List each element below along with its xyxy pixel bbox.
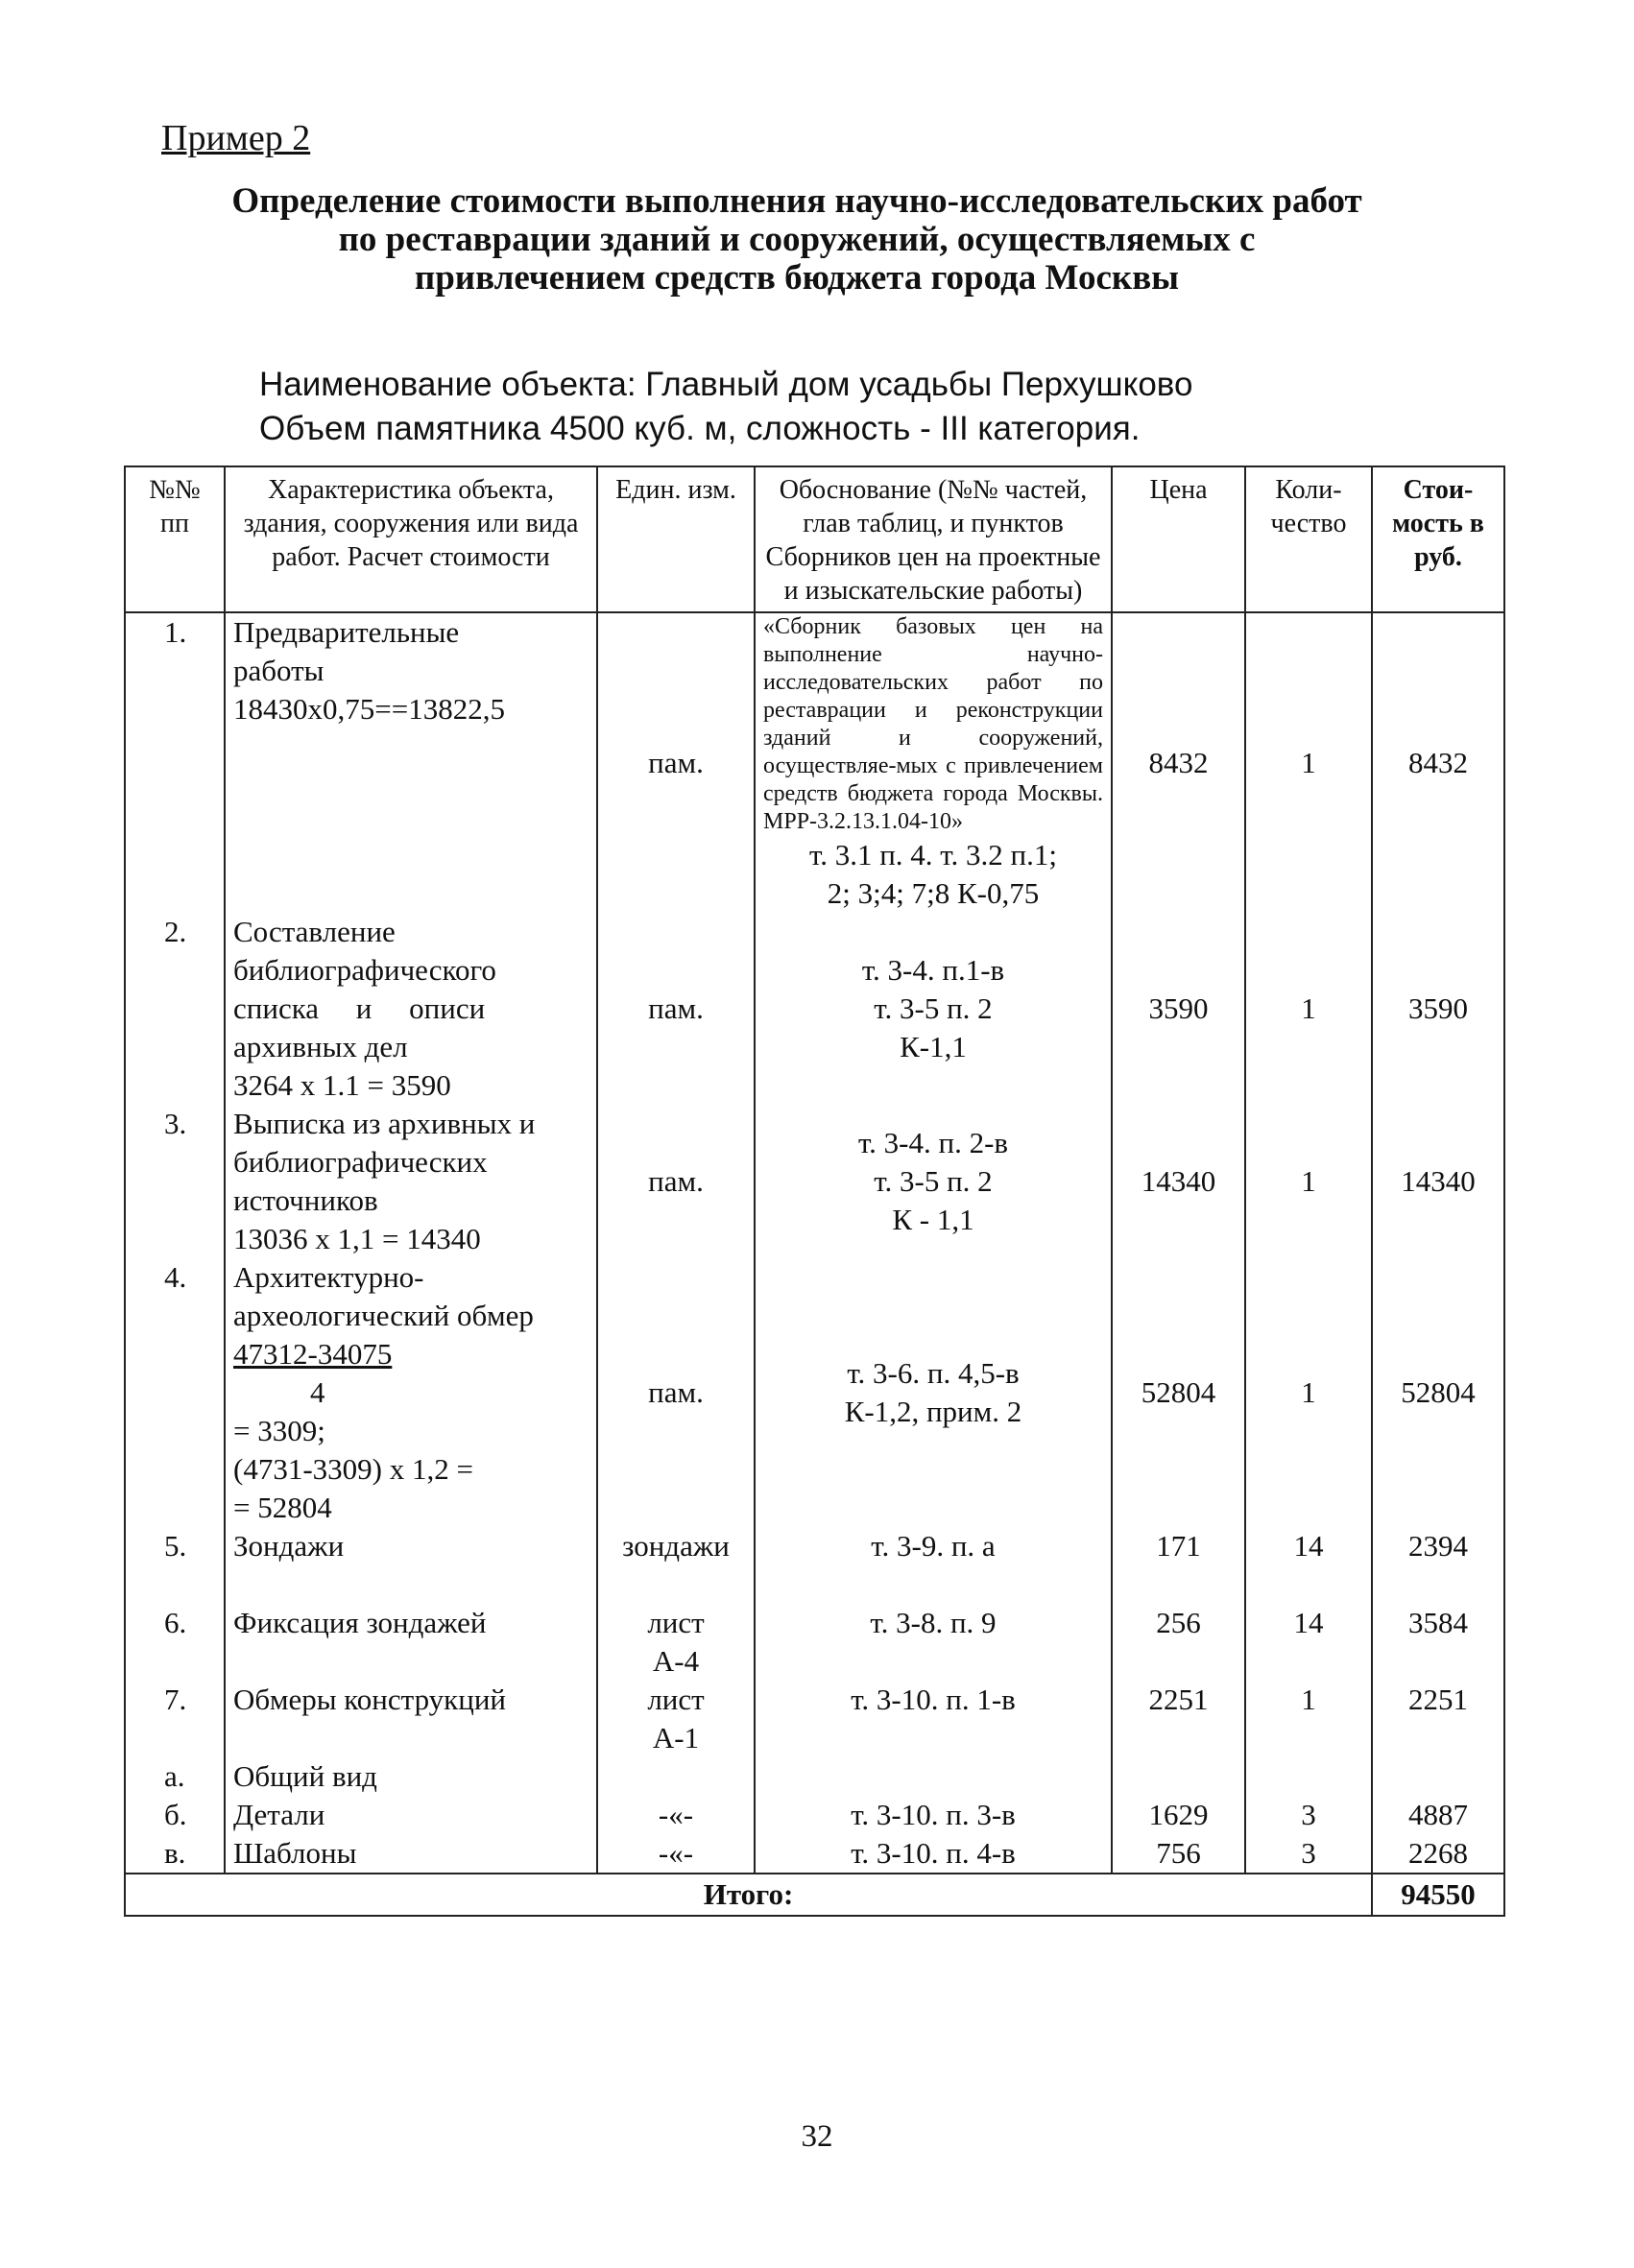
document-title <box>134 182 1459 298</box>
row-unit <box>597 1834 755 1874</box>
desc-line: архивных дел <box>233 1030 408 1063</box>
row-price: 52804 <box>1112 1258 1245 1527</box>
desc-line: Выписка из архивных и <box>233 1107 536 1140</box>
unit-line: -«- <box>658 1798 694 1831</box>
header-cost: Стои-мость в руб. <box>1372 466 1504 612</box>
row-num: 7. <box>125 1681 225 1757</box>
title-line: привлечением средств бюджета города Москвы <box>414 258 1180 298</box>
row-cost: 3590 <box>1372 913 1504 1105</box>
row-description <box>225 1834 597 1874</box>
desc-line: списка и описи <box>233 991 486 1025</box>
row-quantity: 14 <box>1245 1527 1372 1604</box>
total-value: 94550 <box>1372 1874 1504 1916</box>
object-name-line: Наименование объекта: Главный дом усадьбы Перхушково <box>259 366 1193 403</box>
row-description <box>225 1258 597 1527</box>
desc-line: Архитектурно- <box>233 1260 424 1294</box>
row-quantity: 3 <box>1245 1834 1372 1874</box>
basis-line: К - 1,1 <box>892 1203 974 1236</box>
table-row <box>125 1796 1504 1834</box>
header-unit: Един. изм. <box>597 466 755 612</box>
row-description <box>225 1105 597 1258</box>
example-label: Пример 2 <box>161 118 311 158</box>
row-basis <box>755 913 1112 1105</box>
unit-line: А-4 <box>652 1644 700 1678</box>
row-num: 5. <box>125 1527 225 1604</box>
table-row <box>125 1757 1504 1796</box>
table-row <box>125 1604 1504 1681</box>
page-number: 32 <box>801 2119 833 2154</box>
object-volume-line: Объем памятника 4500 куб. м, сложность - III категория. <box>259 410 1141 447</box>
table-row <box>125 1258 1504 1527</box>
table-row <box>125 1527 1504 1604</box>
basis-line: 2; 3;4; 7;8 К-0,75 <box>827 876 1040 910</box>
basis-line: т. 3-4. п.1-в <box>861 953 1005 987</box>
basis-line: т. 3-8. п. 9 <box>870 1606 997 1639</box>
row-quantity: 1 <box>1245 612 1372 913</box>
row-unit: пам. <box>597 612 755 913</box>
row-quantity: 1 <box>1245 1105 1372 1258</box>
table-row <box>125 1105 1504 1258</box>
row-description <box>225 612 597 913</box>
row-cost: 52804 <box>1372 1258 1504 1527</box>
basis-line: т. 3-10. п. 4-в <box>851 1836 1016 1870</box>
desc-line: Зондажи <box>233 1529 345 1563</box>
desc-line: = 3309; <box>233 1414 325 1447</box>
basis-line: т. 3-5 п. 2 <box>874 1164 993 1198</box>
row-unit: пам. <box>597 1105 755 1258</box>
table-header-row <box>125 466 1504 612</box>
row-basis <box>755 1796 1112 1834</box>
table-row <box>125 612 1504 913</box>
unit-line: зондажи <box>622 1529 730 1563</box>
unit-line: лист <box>647 1683 705 1716</box>
row-description <box>225 1604 597 1681</box>
row-basis <box>755 1681 1112 1757</box>
total-row <box>125 1874 1504 1916</box>
row-unit <box>597 1527 755 1604</box>
header-characteristic: Характеристика объекта, здания, сооружения или вида работ. Расчет стоимости <box>225 466 597 612</box>
basis-line: т. 3-10. п. 1-в <box>851 1683 1016 1716</box>
row-unit <box>597 1796 755 1834</box>
row-num: в. <box>125 1834 225 1874</box>
table-row <box>125 1681 1504 1757</box>
row-price: 1629 <box>1112 1796 1245 1834</box>
basis-reference: «Сборник базовых цен на выполнение научно-исследовательских работ по реставрации и реконструкции зданий и сооружений, осуществляе-мых с привлечением средств бюджета города Москвы. МРР-3.2.13.1.04-10» <box>763 614 1103 834</box>
row-basis <box>755 612 1112 913</box>
row-price: 8432 <box>1112 612 1245 913</box>
row-num: 6. <box>125 1604 225 1681</box>
cost-table <box>124 466 1505 1917</box>
row-basis <box>755 1757 1112 1796</box>
row-basis <box>755 1105 1112 1258</box>
row-basis <box>755 1604 1112 1681</box>
unit-line: -«- <box>658 1836 694 1870</box>
row-num: 1. <box>125 612 225 913</box>
row-price: 171 <box>1112 1527 1245 1604</box>
row-description <box>225 1796 597 1834</box>
title-line: по реставрации зданий и сооружений, осуществляемых с <box>338 220 1256 259</box>
row-cost: 2394 <box>1372 1527 1504 1604</box>
desc-line: Предварительные <box>233 615 460 649</box>
desc-line: 18430х0,75==13822,5 <box>233 692 505 726</box>
desc-line: 3264 х 1.1 = 3590 <box>233 1068 451 1102</box>
row-unit: пам. <box>597 913 755 1105</box>
desc-line: работы <box>233 654 324 687</box>
basis-line: т. 3-10. п. 3-в <box>851 1798 1016 1831</box>
table-row <box>125 1834 1504 1874</box>
basis-line: К-1,1 <box>900 1030 967 1063</box>
unit-line: лист <box>647 1606 705 1639</box>
row-basis <box>755 1258 1112 1527</box>
header-num: №№ пп <box>125 466 225 612</box>
row-num: 4. <box>125 1258 225 1527</box>
row-cost: 14340 <box>1372 1105 1504 1258</box>
row-description <box>225 1757 597 1796</box>
row-description <box>225 1681 597 1757</box>
row-unit: пам. <box>597 1258 755 1527</box>
row-cost <box>1372 1757 1504 1796</box>
row-cost: 8432 <box>1372 612 1504 913</box>
desc-line: Обмеры конструкций <box>233 1683 506 1716</box>
desc-line: Детали <box>233 1798 325 1831</box>
row-basis <box>755 1527 1112 1604</box>
basis-line: К-1,2, прим. 2 <box>844 1395 1022 1428</box>
row-num: б. <box>125 1796 225 1834</box>
basis-line: т. 3.1 п. 4. т. 3.2 п.1; <box>809 838 1057 871</box>
table-row <box>125 913 1504 1105</box>
row-quantity <box>1245 1757 1372 1796</box>
total-label: Итого: <box>125 1874 1372 1916</box>
row-unit <box>597 1681 755 1757</box>
row-price <box>1112 1757 1245 1796</box>
row-cost: 3584 <box>1372 1604 1504 1681</box>
header-basis: Обоснование (№№ частей, глав таблиц, и пунктов Сборников цен на проектные и изыскательские работы) <box>755 466 1112 612</box>
row-num: 3. <box>125 1105 225 1258</box>
fraction-denominator: 4 <box>310 1375 325 1409</box>
desc-line: Шаблоны <box>233 1836 357 1870</box>
row-num: а. <box>125 1757 225 1796</box>
row-quantity: 1 <box>1245 1681 1372 1757</box>
desc-line: (4731-3309) х 1,2 = <box>233 1452 473 1486</box>
desc-line: библиографических <box>233 1145 488 1179</box>
title-line: Определение стоимости выполнения научно-исследовательских работ <box>231 181 1362 221</box>
row-description <box>225 1527 597 1604</box>
object-info <box>259 363 1192 451</box>
basis-line: т. 3-9. п. а <box>871 1529 996 1563</box>
row-price: 756 <box>1112 1834 1245 1874</box>
row-cost: 2268 <box>1372 1834 1504 1874</box>
basis-line: т. 3-5 п. 2 <box>874 991 993 1025</box>
row-unit <box>597 1757 755 1796</box>
row-quantity: 1 <box>1245 913 1372 1105</box>
header-price: Цена <box>1112 466 1245 612</box>
desc-line: Составление <box>233 915 396 948</box>
header-quantity: Коли-чество <box>1245 466 1372 612</box>
row-price: 256 <box>1112 1604 1245 1681</box>
row-cost: 4887 <box>1372 1796 1504 1834</box>
desc-line: библиографического <box>233 953 496 987</box>
desc-line: Общий вид <box>233 1759 377 1793</box>
desc-line: 13036 х 1,1 = 14340 <box>233 1222 481 1255</box>
desc-line: = 52804 <box>233 1491 332 1524</box>
row-num: 2. <box>125 913 225 1105</box>
unit-line: А-1 <box>652 1721 700 1755</box>
desc-line: источников <box>233 1183 378 1217</box>
row-basis <box>755 1834 1112 1874</box>
row-price: 2251 <box>1112 1681 1245 1757</box>
row-price: 3590 <box>1112 913 1245 1105</box>
row-quantity: 14 <box>1245 1604 1372 1681</box>
row-price: 14340 <box>1112 1105 1245 1258</box>
desc-line: археологический обмер <box>233 1299 534 1332</box>
row-description <box>225 913 597 1105</box>
basis-line: т. 3-6. п. 4,5-в <box>847 1356 1020 1390</box>
row-quantity: 1 <box>1245 1258 1372 1527</box>
row-unit <box>597 1604 755 1681</box>
row-quantity: 3 <box>1245 1796 1372 1834</box>
row-cost: 2251 <box>1372 1681 1504 1757</box>
desc-line: Фиксация зондажей <box>233 1606 487 1639</box>
fraction-numerator: 47312-34075 <box>233 1337 393 1371</box>
basis-line: т. 3-4. п. 2-в <box>857 1126 1009 1159</box>
